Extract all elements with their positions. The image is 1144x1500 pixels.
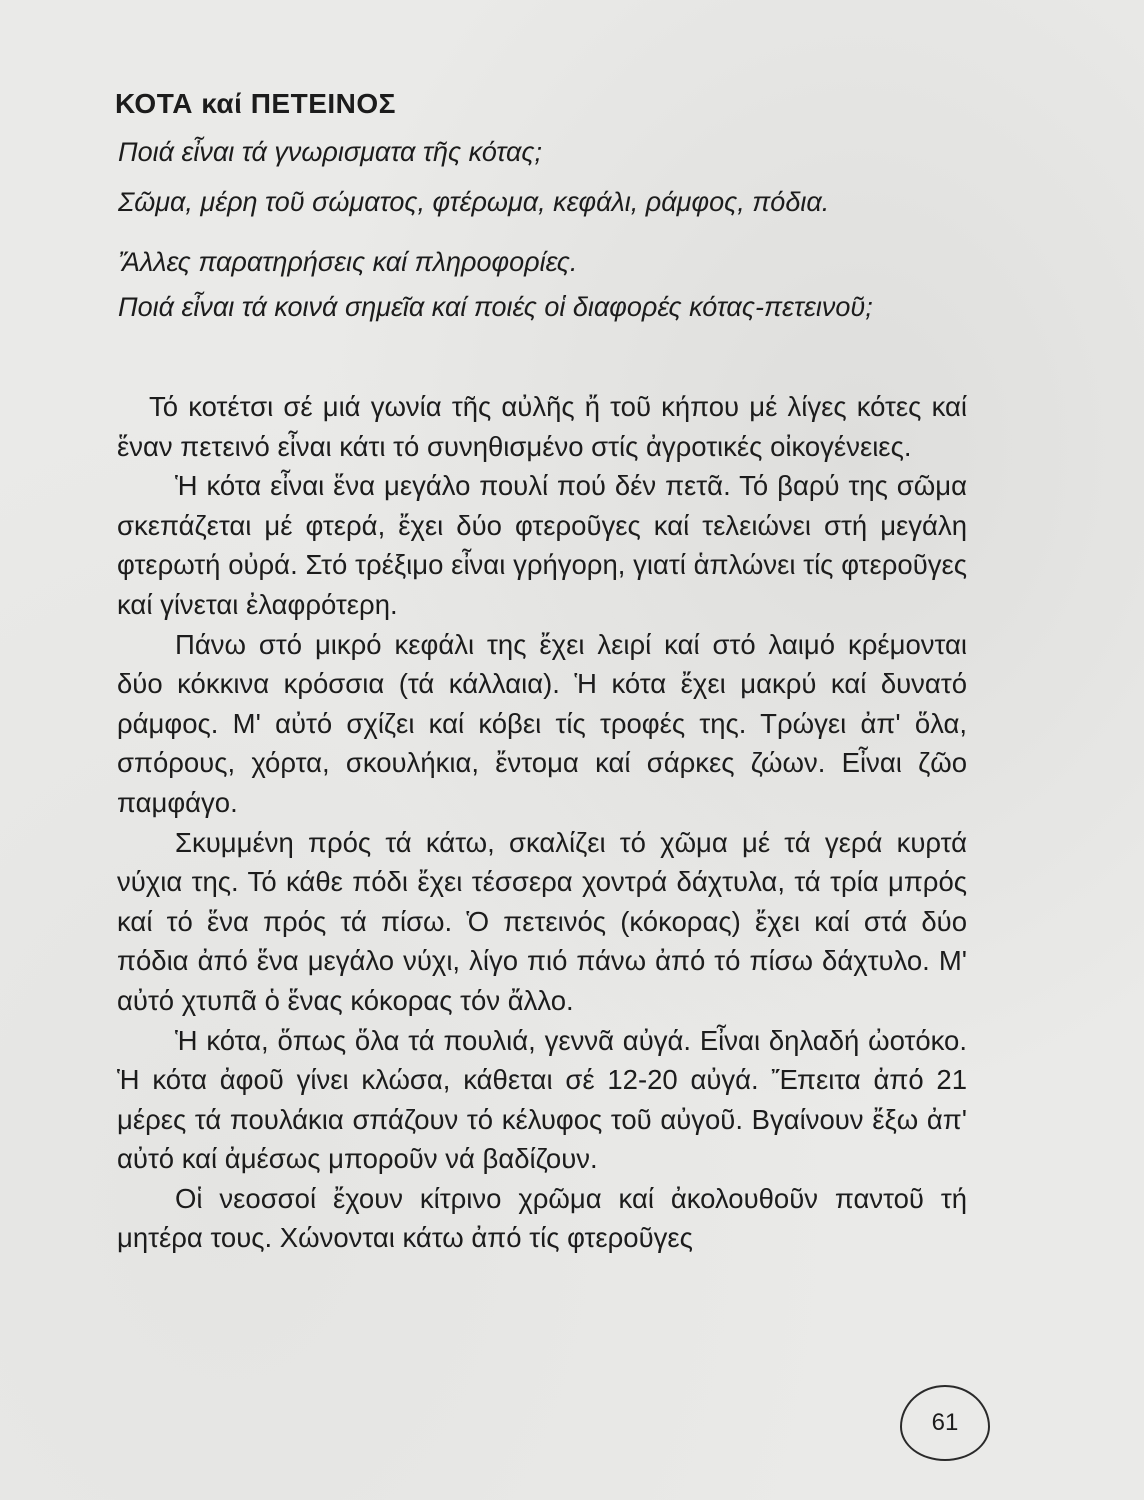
paragraph-5: Ἡ κότα, ὅπως ὅλα τά πουλιά, γεννᾶ αὐγά. Εἶναι δηλαδή ὠοτόκο. Ἡ κότα ἀφοῦ γίνει κλώσα, κάθεται σέ 12-20 αὐγά. Ἔπειτα ἀπό 21 μέρες τά πουλάκια σπάζουν τό κέλυφος τοῦ αὐγοῦ. Βγαίνουν ἔξω ἀπ' αὐτό καί ἀμέσως μποροῦν νά βαδίζουν.	[117, 1024, 967, 1175]
question-4: Ποιά εἶναι τά κοινά σημεῖα καί ποιές οἱ διαφορές κότας-πετεινοῦ;	[118, 292, 873, 322]
question-1: Ποιά εἶναι τά γνωρισματα τῆς κότας;	[118, 137, 542, 167]
question-2: Σῶμα, μέρη τοῦ σώματος, φτέρωμα, κεφάλι, ράμφος, πόδια.	[118, 187, 830, 217]
paragraph-2: Ἡ κότα εἶναι ἕνα μεγάλο πουλί πού δέν πετᾶ. Τό βαρύ της σῶμα σκεπάζεται μέ φτερά, ἔχει δύο φτεροῦγες καί τελειώνει στή μεγάλη φτερωτή οὐρά. Στό τρέξιμο εἶναι γρήγορη, γιατί ἁπλώνει τίς φτεροῦγες καί γίνεται ἐλαφρότερη.	[117, 470, 967, 620]
question-3: Ἄλλες παρατηρήσεις καί πληροφορίες.	[118, 247, 578, 277]
page-number: 61	[900, 1385, 990, 1461]
body-text	[117, 387, 967, 1258]
paragraph-1: Τό κοτέτσι σέ μιά γωνία τῆς αὐλῆς ἤ τοῦ κήπου μέ λίγες κότες καί ἕναν πετεινό εἶναι κάτι τό συνηθισμένο στίς ἀγροτικές οἰκογένειες.	[117, 391, 967, 462]
paragraph-4: Σκυμμένη πρός τά κάτω, σκαλίζει τό χῶμα μέ τά γερά κυρτά νύχια της. Τό κάθε πόδι ἔχει τέσσερα χοντρά δάχτυλα, τά τρία μπρός καί τό ἕνα πρός τά πίσω. Ὁ πετεινός (κόκορας) ἔχει καί στά δύο πόδια ἀπό ἕνα μεγάλο νύχι, λίγο πιό πάνω ἀπό τό πίσω δάχτυλο. Μ' αὐτό χτυπᾶ ὁ ἕνας κόκορας τόν ἄλλο.	[117, 826, 967, 1016]
paragraph-3: Πάνω στό μικρό κεφάλι της ἔχει λειρί καί στό λαιμό κρέμονται δύο κόκκινα κρόσσια (τά κάλλαια). Ἡ κότα ἔχει μακρύ καί δυνατό ράμφος. Μ' αὐτό σχίζει καί κόβει τίς τροφές της. Τρώγει ἀπ' ὅλα, σπόρους, χόρτα, σκουλήκια, ἔντομα καί σάρκες ζώων. Εἶναι ζῶο παμφάγο.	[117, 628, 967, 818]
paragraph-6: Οἱ νεοσσοί ἔχουν κίτρινο χρῶμα καί ἀκολουθοῦν παντοῦ τή μητέρα τους. Χώνονται κάτω ἀπό τίς φτεροῦγες	[117, 1182, 967, 1254]
page-title: ΚΟΤΑ καί ΠΕΤΕΙΝΟΣ	[115, 88, 396, 119]
